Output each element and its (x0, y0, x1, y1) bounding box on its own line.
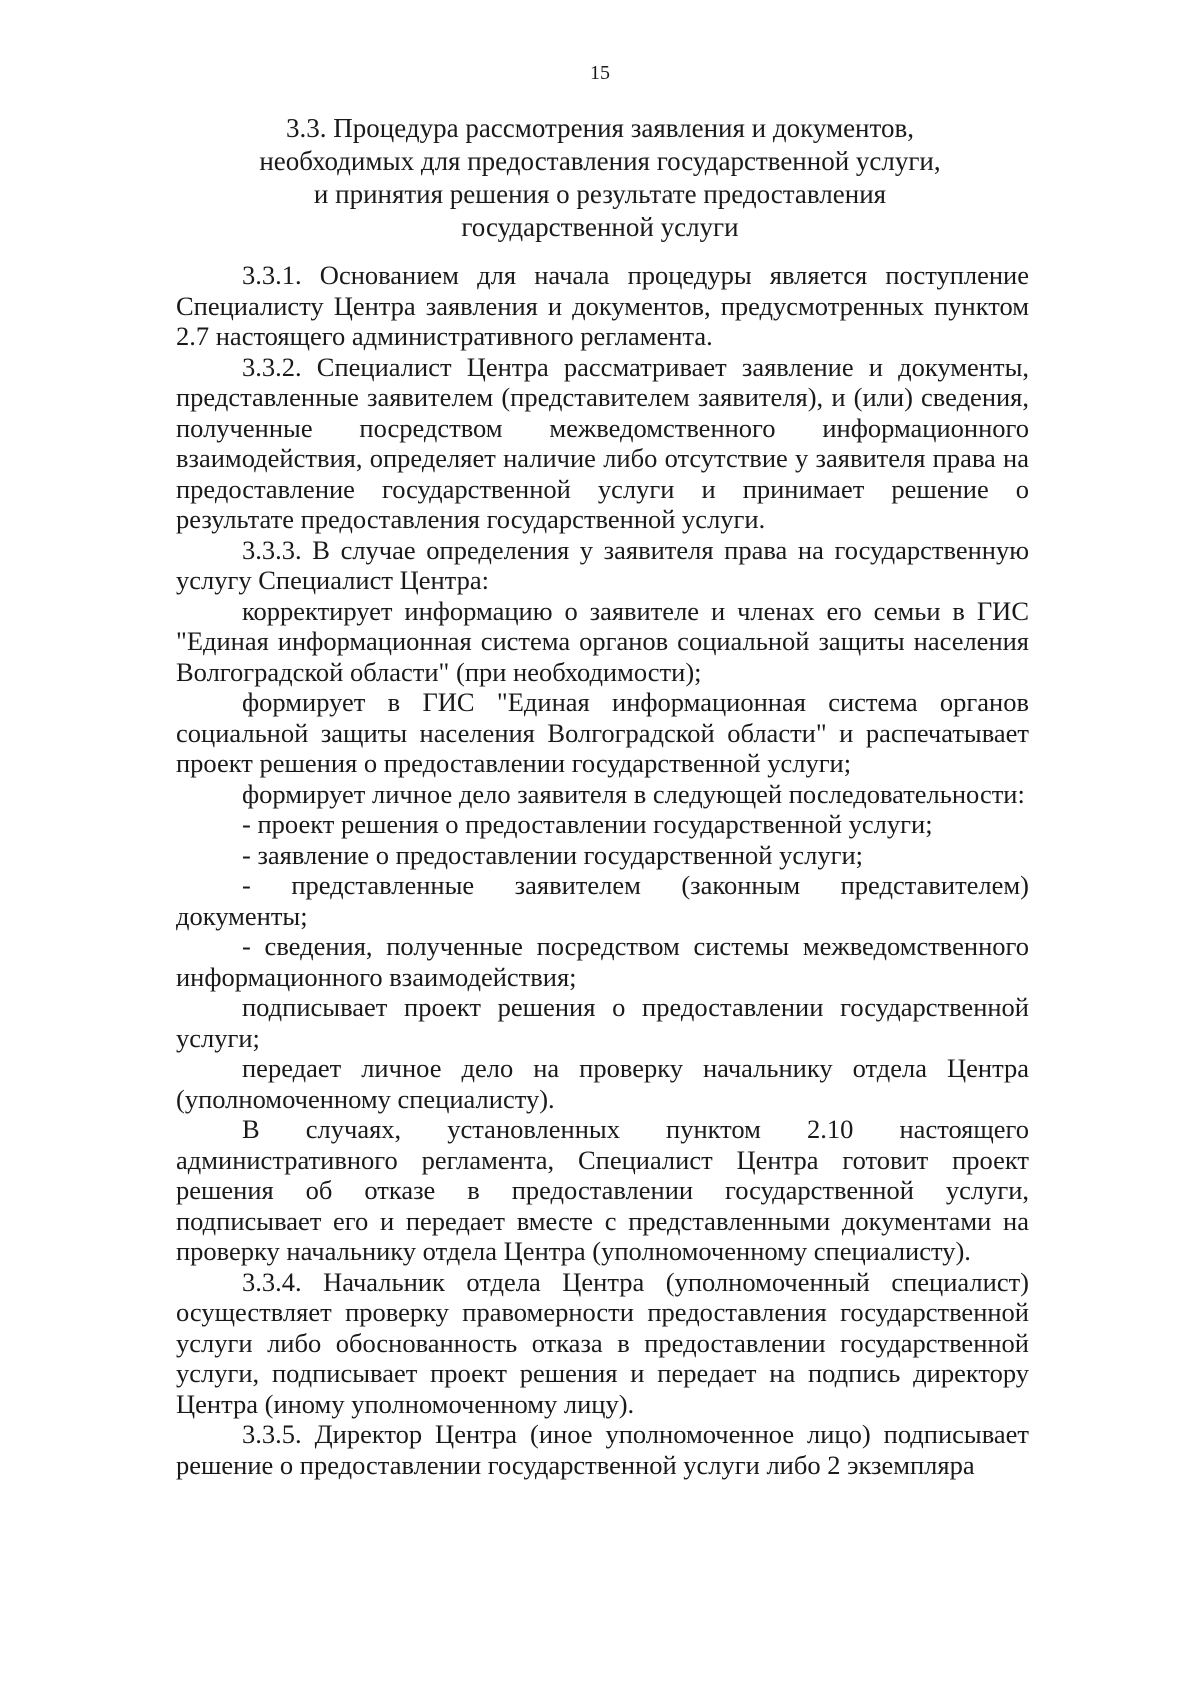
heading-line: и принятия решения о результате предоставления (313, 179, 887, 209)
paragraph-3-3-5: 3.3.5. Директор Центра (иное уполномоченное лицо) подписывает решение о предоставлении государственной услуги либо 2 экземпляра (176, 1419, 1029, 1480)
paragraph-form-draft: формирует в ГИС "Единая информационная система органов социальной защиты населения Волгоградской области" и распечатывает проект решения о предоставлении государственной услуги; (176, 687, 1029, 778)
paragraph-personal-file: формирует личное дело заявителя в следующей последовательности: (242, 778, 1025, 809)
list-item: - проект решения о предоставлении государственной услуги; (242, 809, 933, 839)
paragraph-sign-draft: подписывает проект решения о предоставлении государственной услуги; (176, 992, 1029, 1053)
list-item: - сведения, полученные посредством системы межведомственного информационного взаимодействия; (176, 931, 1029, 992)
paragraph-transfer-file: передает личное дело на проверку начальнику отдела Центра (уполномоченному специалисту). (176, 1053, 1029, 1114)
paragraph-correct-info: корректирует информацию о заявителе и членах его семьи в ГИС "Единая информационная система органов социальной защиты населения Волгоградской области" (при необходимости); (176, 595, 1029, 687)
page-number: 15 (590, 62, 610, 84)
body-text (176, 260, 1029, 1480)
heading-line: необходимых для предоставления государственной услуги, (259, 146, 941, 176)
list-item: - заявление о предоставлении государственной услуги; (242, 839, 864, 870)
paragraph-3-3-3: 3.3.3. В случае определения у заявителя права на государственную услугу Специалист Центра: (176, 534, 1029, 595)
paragraph-3-3-1: 3.3.1. Основанием для начала процедуры является поступление Специалисту Центра заявления и документов, предусмотренных пунктом 2.7 настоящего административного регламента. (176, 260, 1029, 351)
paragraph-3-3-2: 3.3.2. Специалист Центра рассматривает заявление и документы, представленные заявителем (представителем заявителя), и (или) сведения, полученные посредством межведомственного информационного взаимодействия, определяет наличие либо отсутствие у заявителя права на предоставление государственной услуги и принимает решение о результате предоставления государственной услуги. (176, 351, 1029, 534)
section-heading (180, 112, 1020, 244)
paragraph-refusal-cases: В случаях, установленных пунктом 2.10 настоящего административного регламента, Специалист Центра готовит проект решения об отказе в предоставлении государственной услуги, подписывает его и передает вместе с представленными документами на проверку начальнику отдела Центра (уполномоченному специалисту). (176, 1114, 1029, 1266)
paragraph-3-3-4: 3.3.4. Начальник отдела Центра (уполномоченный специалист) осуществляет проверку правомерности предоставления государственной услуги либо обоснованность отказа в предоставлении государственной услуги, подписывает проект решения и передает на подпись директору Центра (иному уполномоченному лицу). (176, 1266, 1029, 1419)
list-item: - представленные заявителем (законным представителем) документы; (176, 870, 1029, 931)
heading-line: 3.3. Процедура рассмотрения заявления и документов, (286, 113, 914, 143)
heading-line: государственной услуги (461, 212, 739, 242)
